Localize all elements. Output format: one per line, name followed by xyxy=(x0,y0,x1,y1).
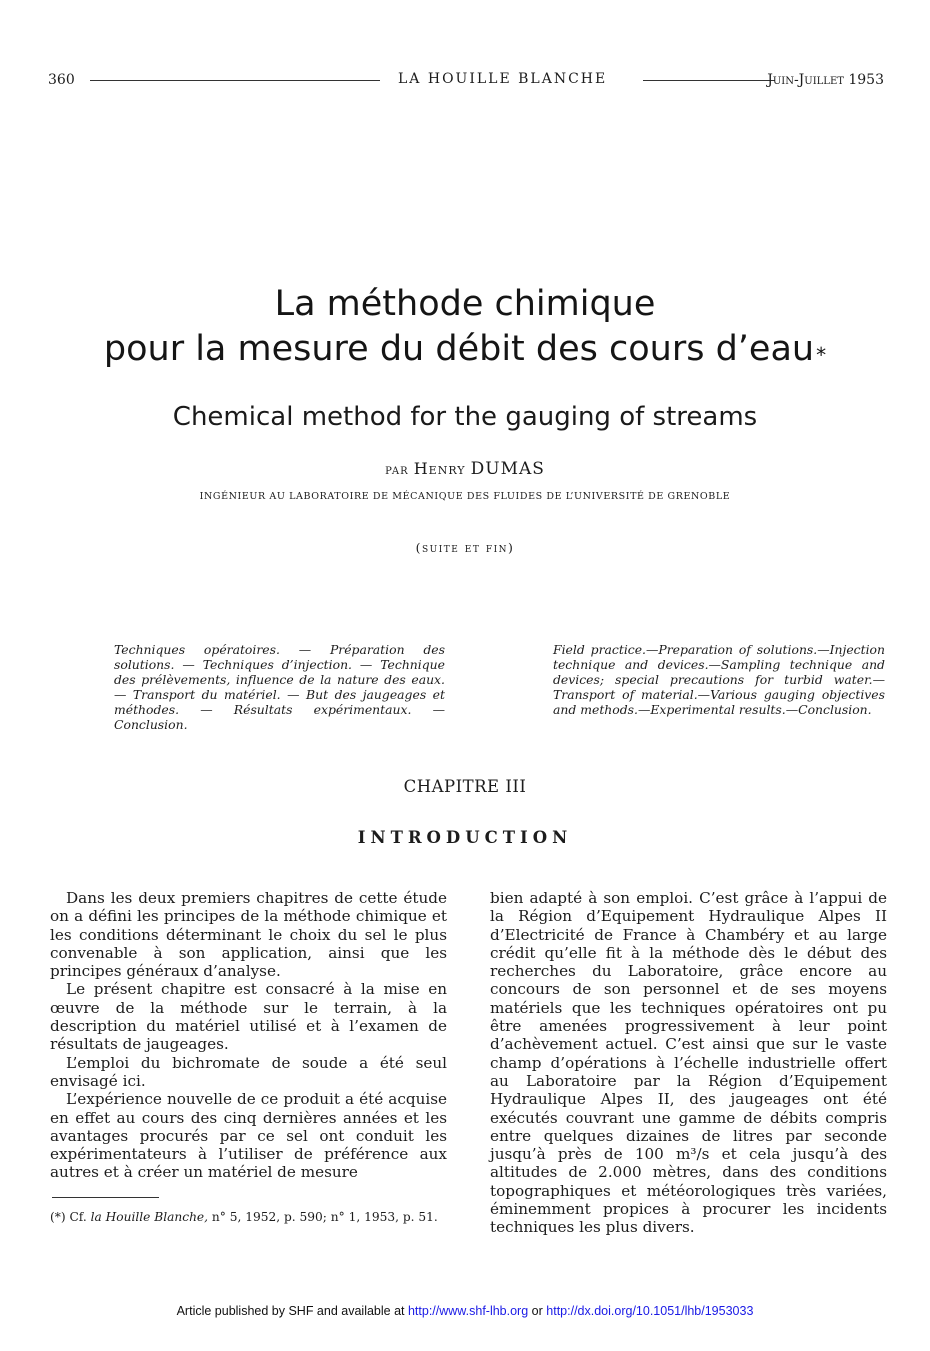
english-title: Chemical method for the gauging of streams xyxy=(172,402,758,432)
footnote xyxy=(50,1210,447,1226)
body-column-right xyxy=(490,889,887,1237)
header-rule-right xyxy=(643,80,775,81)
summary-french: Techniques opératoires. — Préparation des solutions. — Techniques d’injection. — Technique des prélèvements, influence de la nature des eaux. — Transport du matériel. — But des jaugeages et méthodes. — Résultats expérimentaux. — Conclusion. xyxy=(114,642,445,732)
continued-note: (suite et fin) xyxy=(415,540,515,555)
body-paragraph: bien adapté à son emploi. C’est grâce à l’appui de la Région d’Equipement Hydraulique Alpes II d’Electricité de France à Chambéry et au large crédit qu’elle fit à la méthode dès le début des recherches du Laboratoire, grâce encore au concours de son personnel et de ses moyens matériels que les techniques opératoires ont pu être amenées progressivement à leur point d’achèvement actuel. C’est ainsi que sur le vaste champ d’opérations à l’échelle industrielle offert au Laboratoire par la Région d’Equipement Hydraulique Alpes II, des jaugeages ont été exécutés couvrant une gamme de débits compris entre quelques dizaines de litres par seconde jusqu’à près de 100 m³/s et cela jusqu’à des altitudes de 2.000 mètres, dans des conditions topographiques et météorologiques très variées, éminemment propices à procurer les incidents techniques les plus divers. xyxy=(490,889,887,1237)
body-paragraph: Le présent chapitre est consacré à la mise en œuvre de la méthode sur le terrain, à la description du matériel utilisé et à l’examen de résultats de jaugeages. xyxy=(50,980,447,1054)
title-line-1: La méthode chimique xyxy=(274,284,656,324)
footnote-prefix: (*) Cf. xyxy=(50,1210,87,1224)
author-affiliation: INGÉNIEUR AU LABORATOIRE DE MÉCANIQUE DES FLUIDES DE L’UNIVERSITÉ DE GRENOBLE xyxy=(199,491,731,502)
chapter-heading: CHAPITRE III xyxy=(403,777,527,796)
section-heading: INTRODUCTION xyxy=(357,828,573,847)
issue-date: Juin-Juillet 1953 xyxy=(767,72,884,88)
doi-link[interactable]: http://dx.doi.org/10.1051/lhb/1953033 xyxy=(546,1304,754,1318)
footer-text: Article published by SHF and available at xyxy=(176,1304,405,1318)
title-line-2: pour la mesure du débit des cours d’eau xyxy=(103,329,815,369)
publisher-footer xyxy=(0,1304,930,1318)
header-rule-left xyxy=(90,80,380,81)
body-paragraph: Dans les deux premiers chapitres de cette étude on a défini les principes de la méthode chimique et les conditions déterminant le choix du sel le plus convenable à son application, ainsi que les principes généraux d’analyse. xyxy=(50,889,447,981)
article-title xyxy=(0,282,930,372)
author-first-name: Henry xyxy=(413,459,466,478)
footnote-reference: n° 5, 1952, p. 590; n° 1, 1953, p. 51. xyxy=(211,1210,438,1224)
body-paragraph: L’expérience nouvelle de ce produit a été acquise en effet au cours des cinq dernières années et les avantages procurés par ce sel ont conduit les expérimentateurs à l’utiliser de préférence aux autres et à créer un matériel de mesure xyxy=(50,1090,447,1182)
byline xyxy=(0,459,930,479)
title-line-2-wrap xyxy=(0,327,930,372)
byline-prefix: par xyxy=(385,462,409,478)
body-paragraph: L’emploi du bichromate de soude a été seul envisagé ici. xyxy=(50,1053,447,1090)
author-last-name: DUMAS xyxy=(470,459,545,479)
footnote-journal: la Houille Blanche, xyxy=(90,1210,209,1224)
journal-name: LA HOUILLE BLANCHE xyxy=(398,71,608,87)
shf-link[interactable]: http://www.shf-lhb.org xyxy=(407,1304,529,1318)
summary-english: Field practice.—Preparation of solutions.—Injection technique and devices.—Sampling technique and devices; special precautions for turbid water.—Transport of material.—Various gauging objectives and methods.—Experimental results.—Conclusion. xyxy=(553,642,885,717)
running-head xyxy=(48,70,884,90)
footer-joiner: or xyxy=(531,1304,543,1318)
footnote-marker: * xyxy=(816,343,827,367)
body-column-left xyxy=(50,889,447,1182)
page-number: 360 xyxy=(48,72,75,88)
footnote-rule xyxy=(52,1197,159,1198)
